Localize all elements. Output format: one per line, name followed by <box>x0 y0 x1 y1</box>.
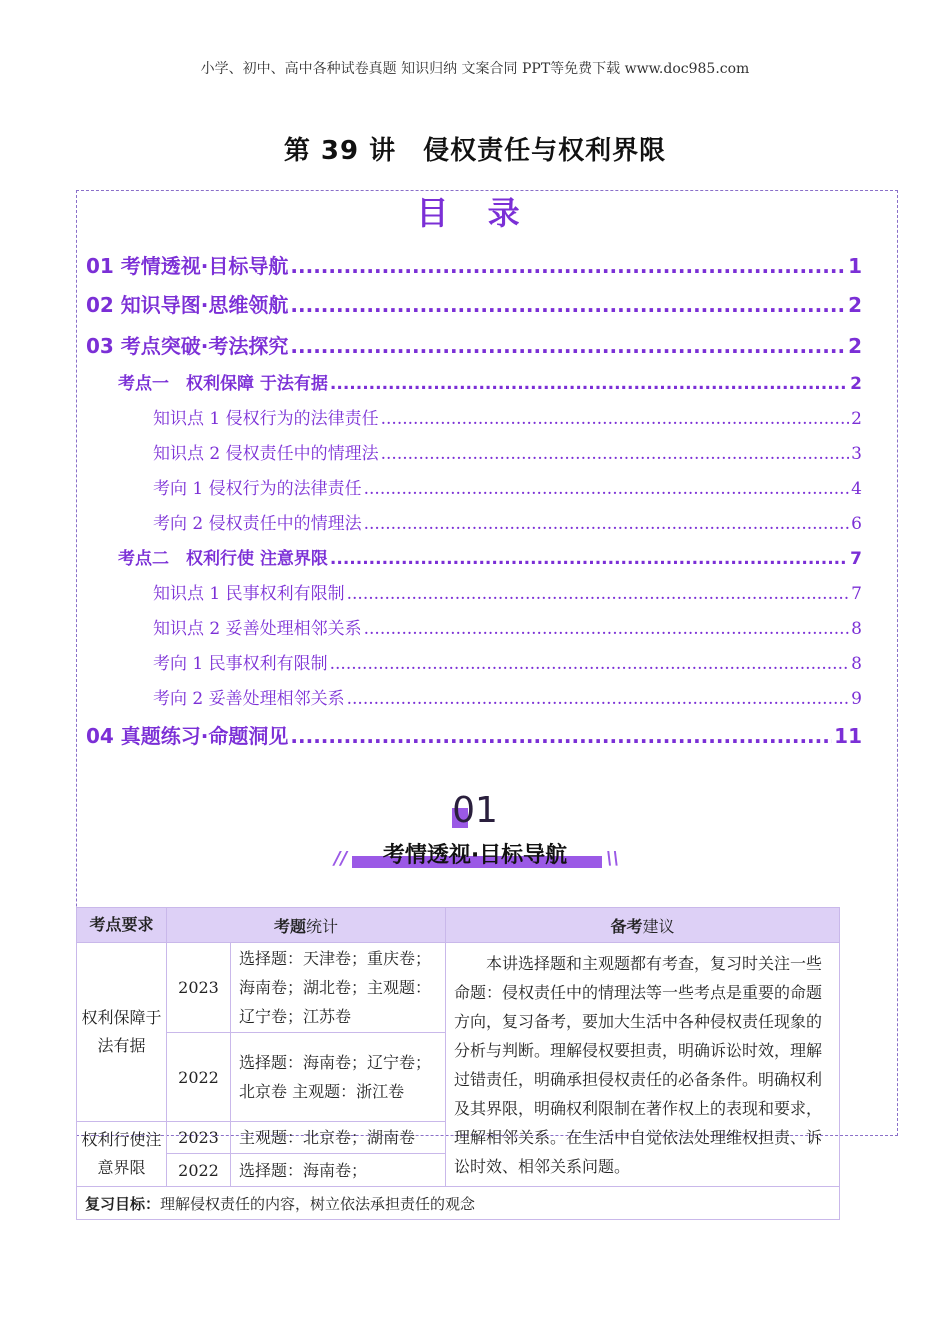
year-cell: 2023 <box>167 1122 231 1154</box>
header-statistics: 考题统计 <box>167 908 446 943</box>
toc-entry[interactable]: 01 考情透视·目标导航 ..... 1 <box>86 250 862 279</box>
toc-entry[interactable]: 考向 1 侵权行为的法律责任 ..... 4 <box>153 474 862 499</box>
detail-cell: 主观题：北京卷；湖南卷 <box>231 1122 446 1154</box>
advice-cell: 本讲选择题和主观题都有考查，复习时关注一些命题：侵权责任中的情理法等一些考点是重要的命题方向，复习备考，要加大生活中各种侵权责任现象的分析与判断。理解侵权要担责，明确诉讼时效，理解过错责任，明确承担侵权责任的必备条件。明确权利及其界限，明确权利限制在著作权上的表现和要求，理解相邻关系。在生活中自觉依法处理维权担责、诉讼时效、相邻关系问题。 <box>446 943 840 1187</box>
page-header: 小学、初中、高中各种试卷真题 知识归纳 文案合同 PPT等免费下载 www.doc985.com <box>200 61 750 77</box>
year-cell: 2023 <box>167 943 231 1033</box>
detail-cell: 选择题：天津卷；重庆卷；海南卷；湖北卷；主观题：辽宁卷；江苏卷 <box>231 943 446 1033</box>
toc-entry[interactable]: 考向 2 妥善处理相邻关系 ..... 9 <box>153 684 862 709</box>
table-row <box>77 943 840 1033</box>
table-header-row <box>77 908 840 943</box>
header-advice: 备考建议 <box>446 908 840 943</box>
toc-entry[interactable]: 考向 2 侵权责任中的情理法 ..... 6 <box>153 509 862 534</box>
requirement-cell: 权利行使注意界限 <box>77 1122 167 1187</box>
table-row <box>77 1187 840 1220</box>
right-slash-decoration: \\ <box>606 848 620 869</box>
section-number: 01 <box>452 790 498 831</box>
detail-cell: 选择题：海南卷；辽宁卷；北京卷 主观题：浙江卷 <box>231 1033 446 1122</box>
requirement-cell: 权利保障于法有据 <box>77 943 167 1122</box>
toc-entry[interactable]: 知识点 1 民事权利有限制 ..... 7 <box>153 579 862 604</box>
detail-cell: 选择题：海南卷； <box>231 1154 446 1187</box>
toc-entry[interactable]: 知识点 2 妥善处理相邻关系 ..... 8 <box>153 614 862 639</box>
toc-entry[interactable]: 03 考点突破·考法探究 ..... 2 <box>86 330 862 359</box>
year-cell: 2022 <box>167 1033 231 1122</box>
review-goal-cell: 复习目标：理解侵权责任的内容，树立依法承担责任的观念 <box>77 1187 840 1220</box>
toc-entry[interactable]: 知识点 1 侵权行为的法律责任 ..... 2 <box>153 404 862 429</box>
year-cell: 2022 <box>167 1154 231 1187</box>
toc-entry[interactable]: 考点二 权利行使 注意界限 ..... 7 <box>118 544 862 569</box>
toc-heading: 目 录 <box>416 194 534 232</box>
exam-plan-table <box>76 907 840 1220</box>
toc-entry[interactable]: 02 知识导图·思维领航 ..... 2 <box>86 289 862 318</box>
toc-entry[interactable]: 考向 1 民事权利有限制 ..... 8 <box>153 649 862 674</box>
toc-entry[interactable]: 04 真题练习·命题洞见 ..... 11 <box>86 720 862 749</box>
section-title: 考情透视·目标导航 <box>382 843 568 868</box>
page-title: 第 39 讲 侵权责任与权利界限 <box>283 136 667 166</box>
toc-entry[interactable]: 考点一 权利保障 于法有据 ..... 2 <box>118 369 862 394</box>
left-slash-decoration: // <box>334 848 348 869</box>
toc-entry[interactable]: 知识点 2 侵权责任中的情理法 ..... 3 <box>153 439 862 464</box>
header-requirement: 考点要求 <box>77 908 167 943</box>
